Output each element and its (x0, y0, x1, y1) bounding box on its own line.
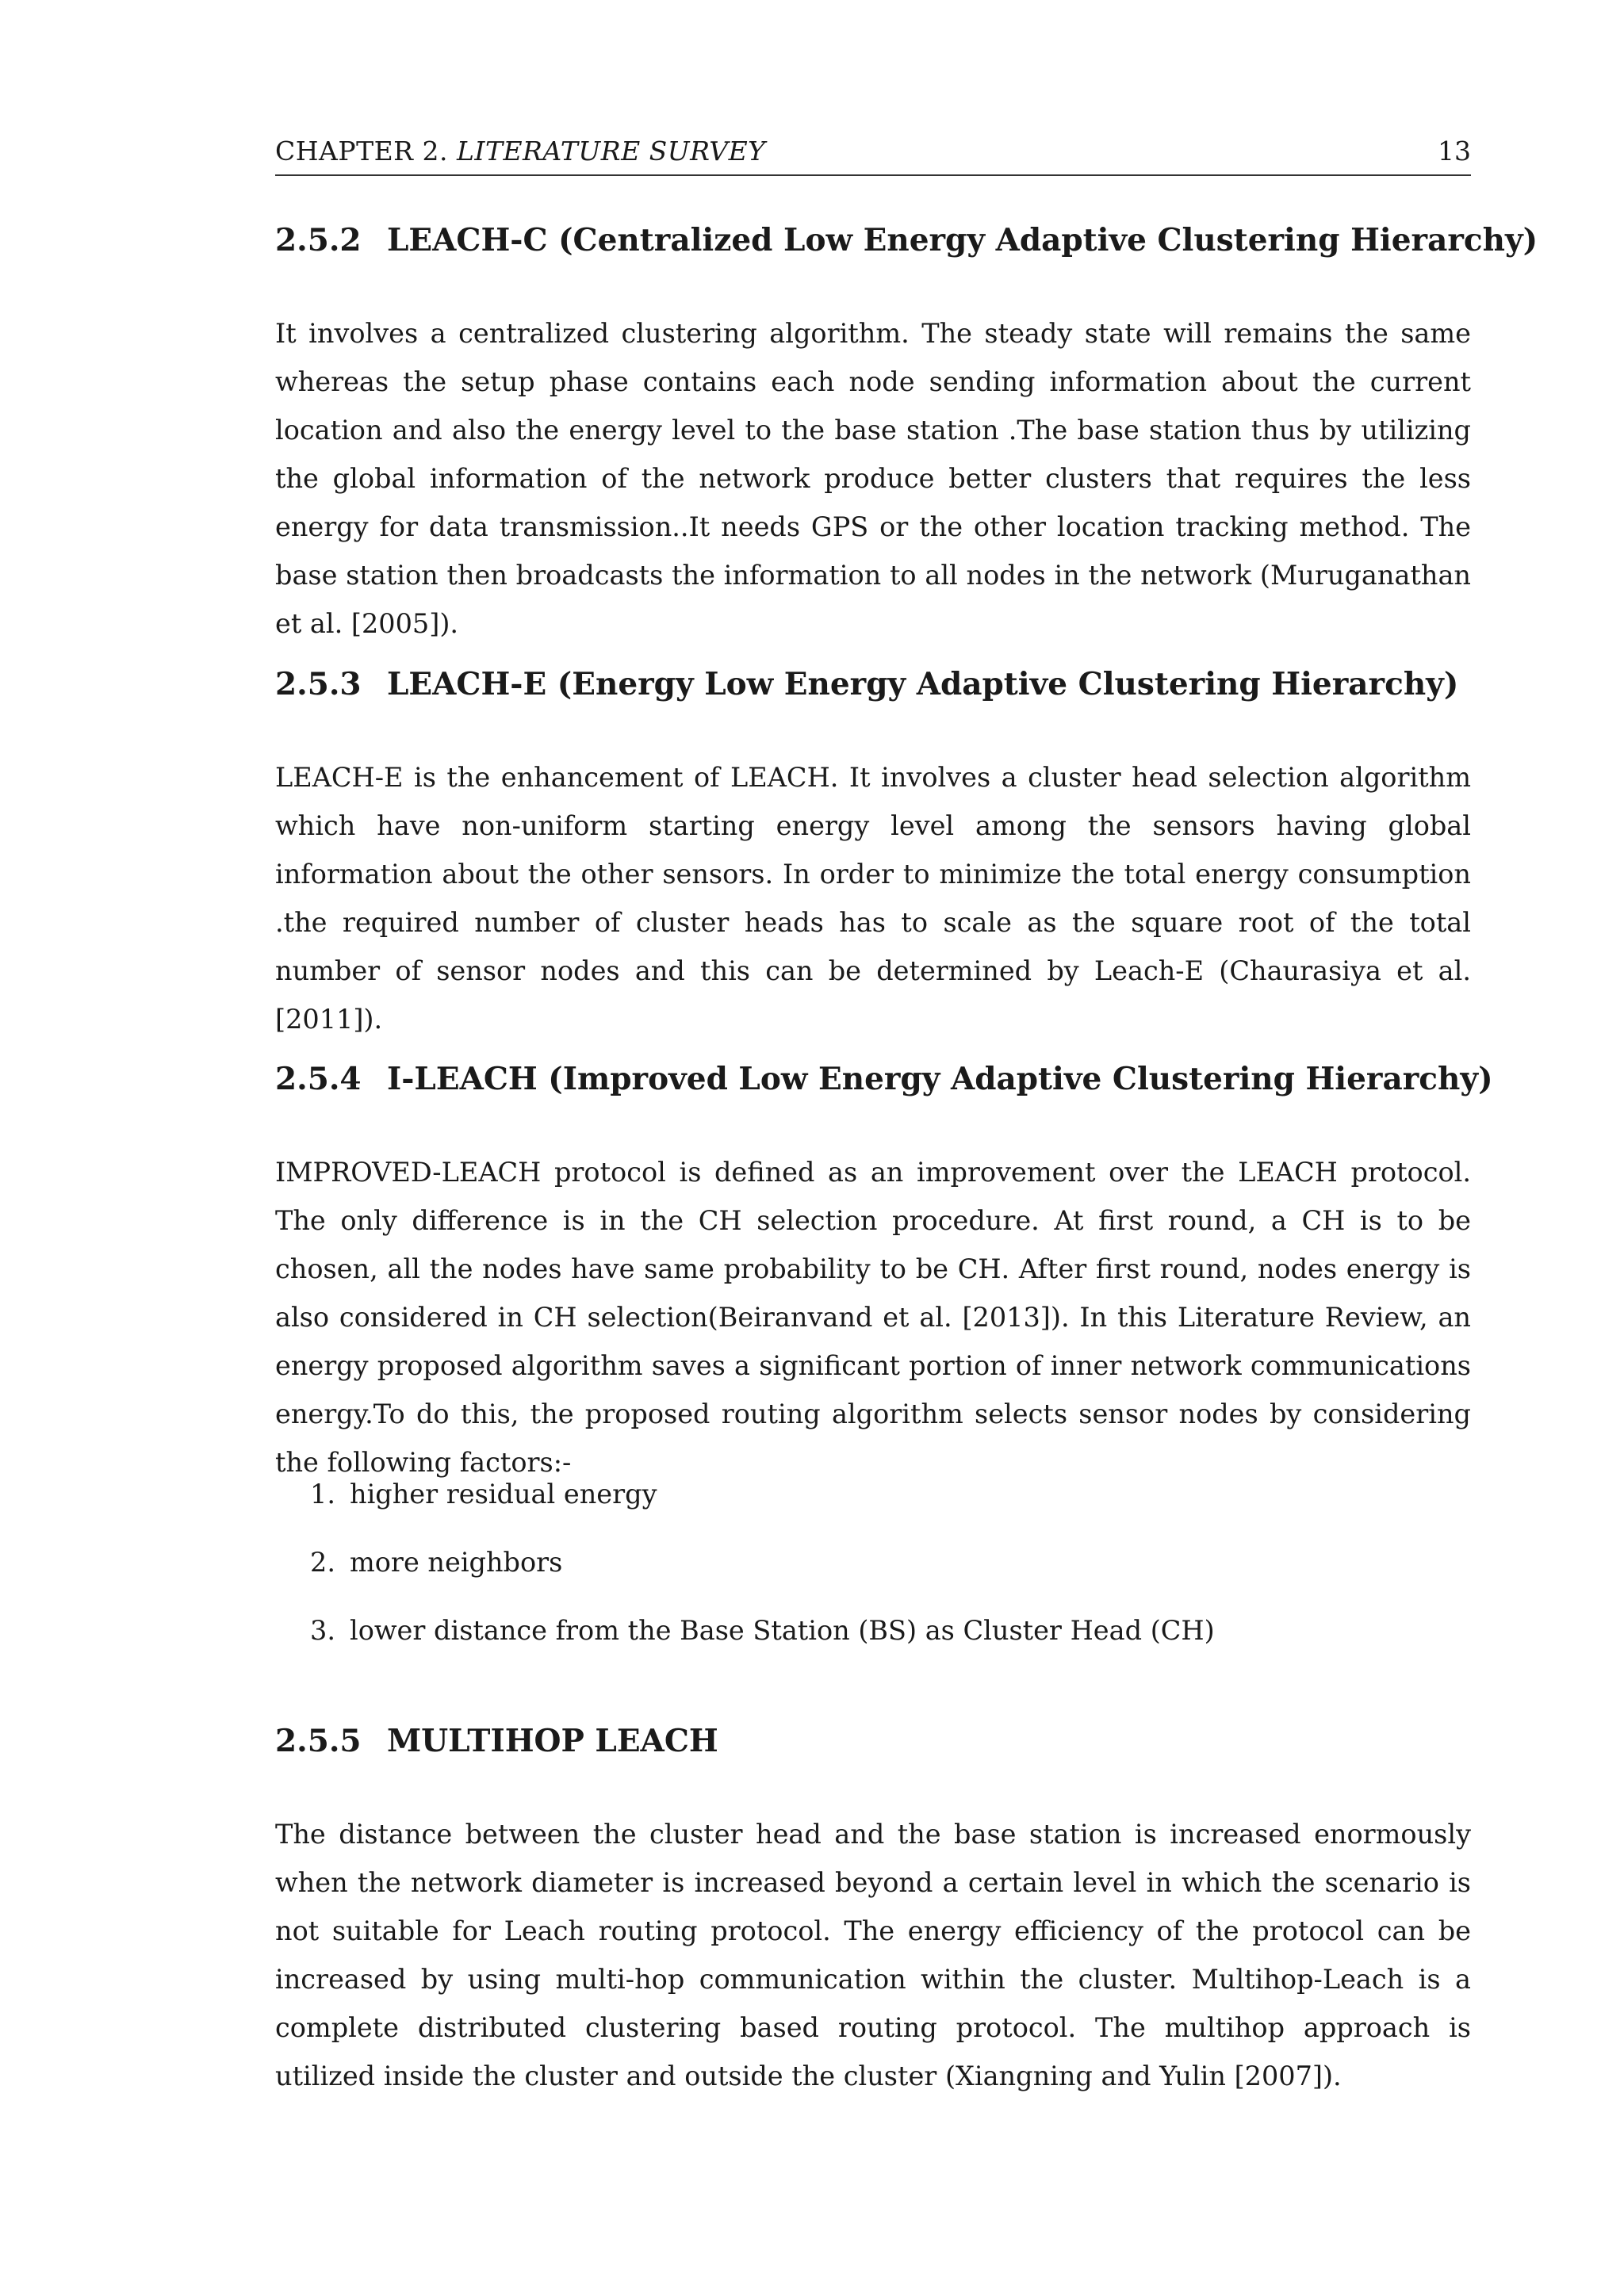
section-heading-2-5-3 (275, 664, 1471, 704)
list-marker: 2. (310, 1547, 335, 1578)
chapter-label: CHAPTER 2. (275, 136, 448, 166)
list-item-text: lower distance from the Base Station (BS) as Cluster Head (CH) (350, 1615, 1215, 1646)
factors-list (275, 1475, 1471, 1679)
list-item-text: more neighbors (350, 1547, 563, 1578)
section-number: 2.5.3 (275, 666, 362, 702)
list-marker: 1. (310, 1479, 335, 1510)
running-header (275, 133, 1471, 176)
list-item (275, 1475, 1471, 1543)
section-number: 2.5.4 (275, 1061, 362, 1097)
chapter-title: LITERATURE SURVEY (457, 136, 766, 166)
section-title: I-LEACH (Improved Low Energy Adaptive Clustering Hierarchy) (387, 1061, 1493, 1097)
list-item (275, 1611, 1471, 1679)
section-paragraph-2-5-5: The distance between the cluster head and the base station is increased enormously when the network diameter is increased beyond a certain level in which the scenario is not suitable for Leach routing protocol. The energy efficiency of the protocol can be increased by using multi-hop communication within the cluster. Multihop-Leach is a complete distributed clustering based routing protocol. The multihop approach is utilized inside the cluster and outside the cluster (Xiangning and Yulin [2007]). (275, 1819, 1471, 2091)
section-heading-2-5-2 (275, 220, 1538, 260)
page-number: 13 (1438, 136, 1471, 166)
section-title: LEACH-C (Centralized Low Energy Adaptive Clustering Hierarchy) (387, 222, 1538, 258)
section-heading-2-5-5 (275, 1721, 1471, 1761)
list-item-text: higher residual energy (350, 1479, 657, 1510)
section-title: LEACH-E (Energy Low Energy Adaptive Clustering Hierarchy) (387, 666, 1459, 702)
list-marker: 3. (310, 1615, 335, 1646)
section-heading-2-5-4 (275, 1059, 1493, 1099)
section-number: 2.5.2 (275, 222, 362, 258)
list-item (275, 1543, 1471, 1611)
section-paragraph-2-5-3: LEACH-E is the enhancement of LEACH. It involves a cluster head selection algorithm which have non-uniform starting energy level among the sensors having global information about the other sensors. In order to minimize the total energy consumption .the required number of cluster heads has to scale as the square root of the total number of sensor nodes and this can be determined by Leach-E (Chaurasiya et al. [2011]). (275, 762, 1471, 1035)
section-paragraph-2-5-2: It involves a centralized clustering algorithm. The steady state will remains the same whereas the setup phase contains each node sending information about the current location and also the energy level to the base station .The base station thus by utilizing the global information of the network produce better clusters that requires the less energy for data transmission..It needs GPS or the other location tracking method. The base station then broadcasts the information to all nodes in the network (Muruganathan et al. [2005]). (275, 318, 1471, 639)
section-title: MULTIHOP LEACH (387, 1723, 718, 1759)
section-paragraph-2-5-4: IMPROVED-LEACH protocol is defined as an improvement over the LEACH protocol. The only difference is in the CH selection procedure. At first round, a CH is to be chosen, all the nodes have same probability to be CH. After first round, nodes energy is also considered in CH selection(Beiranvand et al. [2013]). In this Literature Review, an energy proposed algorithm saves a significant portion of inner network communications energy.To do this, the proposed routing algorithm selects sensor nodes by considering the following factors:- (275, 1157, 1471, 1478)
chapter-heading (275, 133, 765, 174)
section-number: 2.5.5 (275, 1723, 362, 1759)
